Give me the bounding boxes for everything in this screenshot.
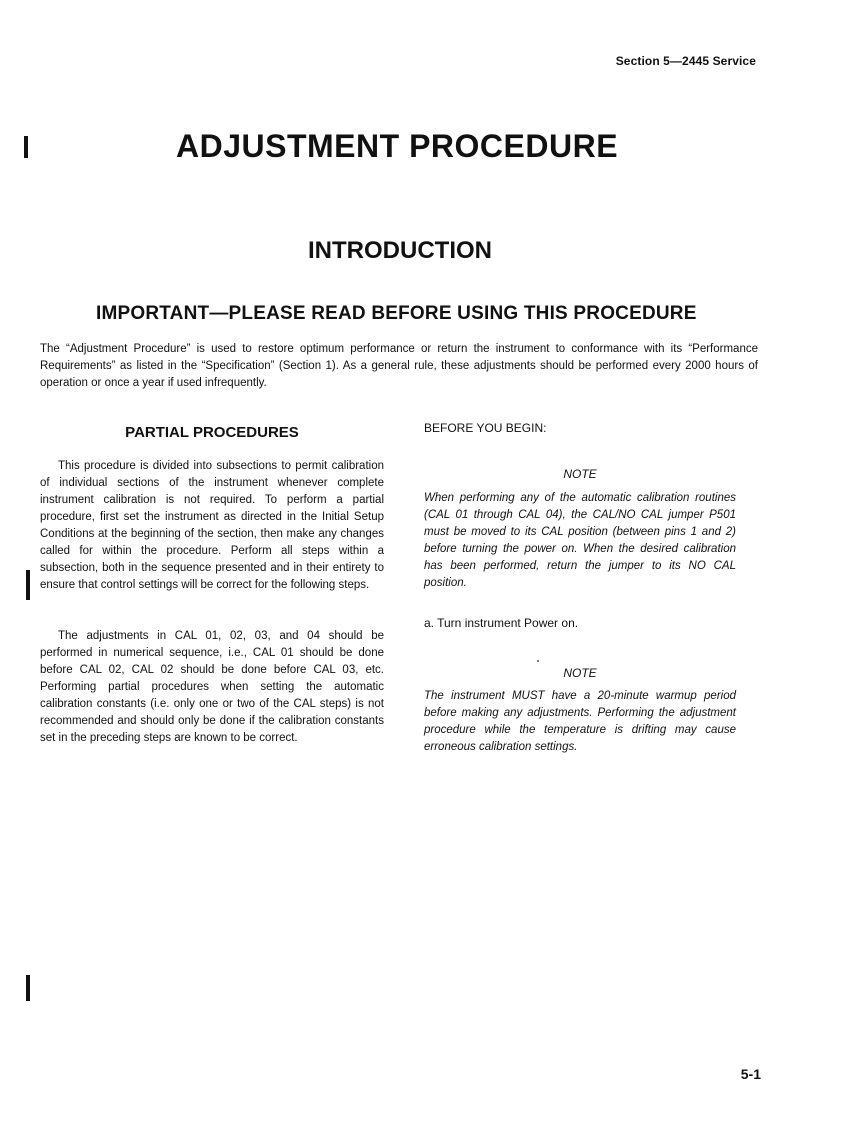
note-1-title: NOTE (563, 467, 597, 481)
introduction-heading: INTRODUCTION (308, 237, 492, 264)
step-a: a. Turn instrument Power on. (424, 616, 579, 630)
revision-change-bar (26, 570, 30, 600)
revision-change-bar (24, 136, 28, 158)
partial-procedures-heading: PARTIAL PROCEDURES (125, 424, 299, 441)
before-you-begin-label: BEFORE YOU BEGIN: (424, 421, 547, 435)
introduction-paragraph: The “Adjustment Procedure” is used to restore optimum performance or return the instrument to conformance with its “Performance Requirements” as listed in the “Specification” (Section 1). As a general rule, these adjustments should be performed every 2000 hours of operation or once a year if used infrequently. (40, 343, 758, 389)
page-title: ADJUSTMENT PROCEDURE (176, 128, 619, 164)
important-heading: IMPORTANT—PLEASE READ BEFORE USING THIS PROCEDURE (96, 303, 697, 324)
section-header: Section 5—2445 Service (615, 54, 756, 68)
note-2-text: The instrument MUST have a 20-minute warmup period before making any adjustments. Performing the adjustment procedure while the temperature is drifting may cause erroneous calibration settings. (424, 690, 736, 753)
scan-speck (537, 660, 539, 662)
page-number: 5-1 (740, 1066, 761, 1082)
note-1-text: When performing any of the automatic calibration routines (CAL 01 through CAL 04), the CAL/NO CAL jumper P501 must be moved to its CAL position (between pins 1 and 2) before turning the power on. When the desired calibration has been performed, return the jumper to its NO CAL position. (424, 492, 736, 589)
partial-procedures-paragraph-2: The adjustments in CAL 01, 02, 03, and 04 should be performed in numerical sequence, i.e., CAL 01 should be done before CAL 02, CAL 02 should be done before CAL 03, etc. Performing partial procedures when setting the automatic calibration constants (i.e. only one or two of the CAL steps) is not recommended and should only be done if the calibration constants set in the preceding steps are known to be correct. (40, 630, 384, 744)
partial-procedures-paragraph-1: This procedure is divided into subsections to permit calibration of individual sections of the instrument whenever complete instrument calibration is not required. To perform a partial procedure, first set the instrument as directed in the Initial Setup Conditions at the beginning of the section, then make any changes called for within the procedure. Perform all steps within a subsection, both in the sequence presented and in their entirety to ensure that control settings will be correct for the following steps. (40, 460, 384, 591)
note-2-title: NOTE (563, 666, 597, 680)
revision-change-bar (26, 975, 30, 1001)
